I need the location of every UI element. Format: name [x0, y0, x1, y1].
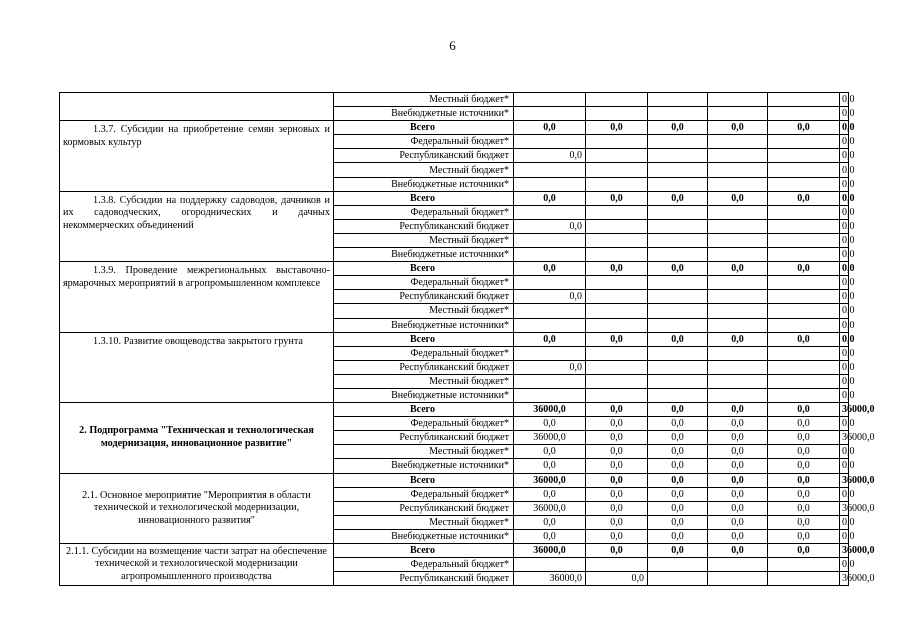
amount-cell — [514, 205, 586, 219]
amount-cell: 0,0 — [840, 374, 849, 388]
activity-name-cell: 2. Подпрограмма "Техническая и технологическая модернизация, инновационное развитие" — [60, 403, 334, 473]
amount-cell: 0,0 — [768, 544, 840, 558]
amount-cell: 0,0 — [586, 121, 648, 135]
amount-cell — [586, 304, 648, 318]
table-row — [60, 544, 849, 558]
budget-table — [59, 92, 875, 586]
amount-cell — [708, 346, 768, 360]
amount-cell — [648, 219, 708, 233]
amount-cell — [768, 388, 840, 402]
amount-cell — [514, 276, 586, 290]
funding-source-cell: Местный бюджет* — [334, 515, 514, 529]
funding-source-cell: Внебюджетные источники* — [334, 177, 514, 191]
amount-cell: 0,0 — [840, 417, 849, 431]
amount-cell — [768, 248, 840, 262]
amount-cell: 0,0 — [586, 487, 648, 501]
amount-cell — [514, 318, 586, 332]
amount-cell — [648, 346, 708, 360]
amount-cell — [514, 374, 586, 388]
table-row — [60, 93, 849, 107]
amount-cell: 0,0 — [514, 515, 586, 529]
amount-cell: 0,0 — [840, 529, 849, 543]
amount-cell — [514, 304, 586, 318]
amount-cell — [648, 177, 708, 191]
amount-cell: 0,0 — [648, 121, 708, 135]
amount-cell — [708, 233, 768, 247]
amount-cell — [514, 233, 586, 247]
amount-cell: 36000,0 — [840, 431, 849, 445]
amount-cell — [708, 558, 768, 572]
amount-cell — [768, 163, 840, 177]
amount-cell — [768, 107, 840, 121]
amount-cell — [708, 290, 768, 304]
amount-cell — [586, 360, 648, 374]
amount-cell: 0,0 — [514, 332, 586, 346]
amount-cell: 0,0 — [840, 219, 849, 233]
amount-cell: 0,0 — [840, 121, 849, 135]
funding-source-cell: Федеральный бюджет* — [334, 417, 514, 431]
amount-cell — [586, 163, 648, 177]
amount-cell — [708, 107, 768, 121]
amount-cell — [648, 205, 708, 219]
amount-cell: 0,0 — [514, 149, 586, 163]
amount-cell — [708, 276, 768, 290]
table-row — [60, 332, 849, 346]
funding-source-cell: Республиканский бюджет — [334, 501, 514, 515]
amount-cell: 0,0 — [586, 403, 648, 417]
amount-cell — [648, 572, 708, 586]
amount-cell — [648, 135, 708, 149]
amount-cell — [586, 107, 648, 121]
amount-cell: 0,0 — [648, 445, 708, 459]
amount-cell: 0,0 — [586, 501, 648, 515]
amount-cell — [648, 163, 708, 177]
amount-cell: 36000,0 — [840, 403, 849, 417]
funding-source-cell: Всего — [334, 121, 514, 135]
funding-source-cell: Внебюджетные источники* — [334, 318, 514, 332]
amount-cell: 0,0 — [708, 487, 768, 501]
amount-cell: 0,0 — [514, 360, 586, 374]
amount-cell: 0,0 — [840, 445, 849, 459]
amount-cell: 0,0 — [648, 473, 708, 487]
amount-cell — [648, 388, 708, 402]
amount-cell: 0,0 — [708, 121, 768, 135]
funding-source-cell: Местный бюджет* — [334, 374, 514, 388]
amount-cell — [708, 149, 768, 163]
amount-cell: 0,0 — [840, 515, 849, 529]
amount-cell: 0,0 — [648, 431, 708, 445]
amount-cell — [768, 219, 840, 233]
amount-cell: 0,0 — [840, 360, 849, 374]
amount-cell — [648, 248, 708, 262]
amount-cell — [648, 374, 708, 388]
amount-cell: 36000,0 — [840, 473, 849, 487]
amount-cell — [648, 233, 708, 247]
amount-cell — [768, 318, 840, 332]
amount-cell — [586, 374, 648, 388]
amount-cell: 0,0 — [708, 529, 768, 543]
amount-cell — [708, 572, 768, 586]
amount-cell: 36000,0 — [514, 544, 586, 558]
amount-cell: 0,0 — [768, 417, 840, 431]
amount-cell: 0,0 — [768, 515, 840, 529]
amount-cell: 0,0 — [586, 332, 648, 346]
amount-cell: 0,0 — [840, 135, 849, 149]
amount-cell: 0,0 — [840, 191, 849, 205]
funding-source-cell: Республиканский бюджет — [334, 219, 514, 233]
amount-cell: 0,0 — [586, 191, 648, 205]
funding-source-cell: Местный бюджет* — [334, 304, 514, 318]
amount-cell — [648, 558, 708, 572]
amount-cell — [586, 318, 648, 332]
funding-source-cell: Внебюджетные источники* — [334, 248, 514, 262]
activity-name-cell: 1.3.9. Проведение межрегиональных выставочно-ярмарочных мероприятий в агропромышленном комплексе — [60, 262, 334, 332]
funding-source-cell: Местный бюджет* — [334, 445, 514, 459]
amount-cell: 0,0 — [648, 501, 708, 515]
amount-cell — [708, 360, 768, 374]
amount-cell: 0,0 — [648, 403, 708, 417]
amount-cell — [514, 177, 586, 191]
amount-cell: 0,0 — [840, 248, 849, 262]
amount-cell: 36000,0 — [840, 572, 849, 586]
amount-cell: 0,0 — [768, 332, 840, 346]
amount-cell: 0,0 — [768, 431, 840, 445]
amount-cell: 0,0 — [708, 262, 768, 276]
amount-cell: 0,0 — [586, 473, 648, 487]
amount-cell — [648, 276, 708, 290]
funding-source-cell: Республиканский бюджет — [334, 149, 514, 163]
amount-cell: 0,0 — [708, 515, 768, 529]
funding-source-cell: Федеральный бюджет* — [334, 205, 514, 219]
funding-source-cell: Всего — [334, 332, 514, 346]
amount-cell — [708, 135, 768, 149]
amount-cell — [586, 346, 648, 360]
funding-source-cell: Республиканский бюджет — [334, 572, 514, 586]
amount-cell: 36000,0 — [840, 544, 849, 558]
amount-cell: 0,0 — [840, 233, 849, 247]
amount-cell: 0,0 — [586, 544, 648, 558]
funding-source-cell: Федеральный бюджет* — [334, 487, 514, 501]
amount-cell: 0,0 — [768, 529, 840, 543]
table-row — [60, 121, 849, 135]
amount-cell — [586, 233, 648, 247]
amount-cell — [768, 205, 840, 219]
amount-cell: 0,0 — [840, 276, 849, 290]
amount-cell: 0,0 — [514, 191, 586, 205]
funding-source-cell: Федеральный бюджет* — [334, 558, 514, 572]
amount-cell: 0,0 — [768, 459, 840, 473]
funding-source-cell: Республиканский бюджет — [334, 431, 514, 445]
amount-cell: 0,0 — [648, 417, 708, 431]
funding-source-cell: Внебюджетные источники* — [334, 529, 514, 543]
activity-name-cell — [60, 93, 334, 121]
amount-cell — [768, 276, 840, 290]
amount-cell: 0,0 — [708, 544, 768, 558]
amount-cell: 0,0 — [514, 529, 586, 543]
funding-source-cell: Федеральный бюджет* — [334, 276, 514, 290]
amount-cell — [768, 374, 840, 388]
amount-cell — [768, 572, 840, 586]
amount-cell: 0,0 — [708, 191, 768, 205]
funding-source-cell: Республиканский бюджет — [334, 360, 514, 374]
amount-cell — [768, 360, 840, 374]
activity-name-cell: 1.3.8. Субсидии на поддержку садоводов, дачников и их садоводческих, огороднических и дачных некоммерческих объединений — [60, 191, 334, 261]
amount-cell — [648, 107, 708, 121]
amount-cell — [768, 290, 840, 304]
amount-cell: 0,0 — [840, 205, 849, 219]
amount-cell: 36000,0 — [514, 572, 586, 586]
amount-cell: 0,0 — [586, 262, 648, 276]
amount-cell — [768, 177, 840, 191]
funding-source-cell: Всего — [334, 544, 514, 558]
amount-cell — [708, 93, 768, 107]
amount-cell: 0,0 — [514, 459, 586, 473]
amount-cell — [768, 149, 840, 163]
amount-cell: 0,0 — [768, 445, 840, 459]
amount-cell: 0,0 — [708, 459, 768, 473]
amount-cell: 0,0 — [768, 403, 840, 417]
funding-source-cell: Внебюджетные источники* — [334, 388, 514, 402]
amount-cell — [586, 248, 648, 262]
funding-source-cell: Внебюджетные источники* — [334, 107, 514, 121]
activity-name-cell: 1.3.10. Развитие овощеводства закрытого грунта — [60, 332, 334, 402]
amount-cell: 0,0 — [840, 318, 849, 332]
table-row — [60, 262, 849, 276]
amount-cell: 0,0 — [514, 417, 586, 431]
funding-source-cell: Всего — [334, 191, 514, 205]
amount-cell — [768, 135, 840, 149]
amount-cell — [648, 360, 708, 374]
amount-cell — [648, 93, 708, 107]
amount-cell: 0,0 — [840, 163, 849, 177]
amount-cell: 0,0 — [840, 177, 849, 191]
amount-cell: 0,0 — [768, 121, 840, 135]
activity-name-cell: 2.1. Основное мероприятие "Мероприятия в области технической и технологической модернизации, инновационного развития" — [60, 473, 334, 543]
amount-cell: 0,0 — [708, 431, 768, 445]
amount-cell: 0,0 — [840, 304, 849, 318]
amount-cell: 36000,0 — [514, 501, 586, 515]
amount-cell: 0,0 — [840, 487, 849, 501]
amount-cell — [648, 304, 708, 318]
amount-cell: 36000,0 — [514, 403, 586, 417]
table-row — [60, 403, 849, 417]
amount-cell — [586, 290, 648, 304]
amount-cell: 0,0 — [840, 558, 849, 572]
budget-table-body — [60, 93, 875, 586]
amount-cell — [586, 93, 648, 107]
amount-cell — [586, 135, 648, 149]
amount-cell — [586, 177, 648, 191]
amount-cell — [708, 304, 768, 318]
amount-cell: 0,0 — [708, 501, 768, 515]
amount-cell — [514, 388, 586, 402]
amount-cell: 0,0 — [648, 262, 708, 276]
amount-cell: 0,0 — [840, 262, 849, 276]
amount-cell — [514, 163, 586, 177]
funding-source-cell: Всего — [334, 262, 514, 276]
amount-cell — [768, 346, 840, 360]
funding-source-cell: Местный бюджет* — [334, 163, 514, 177]
activity-name-cell: 2.1.1. Субсидии на возмещение части затрат на обеспечение технической и технологической модернизации агропромышленного производства — [60, 544, 334, 586]
funding-source-cell: Всего — [334, 473, 514, 487]
funding-source-cell: Федеральный бюджет* — [334, 346, 514, 360]
amount-cell — [648, 318, 708, 332]
amount-cell — [708, 248, 768, 262]
amount-cell — [586, 558, 648, 572]
funding-source-cell: Всего — [334, 403, 514, 417]
amount-cell: 0,0 — [708, 417, 768, 431]
amount-cell — [708, 219, 768, 233]
amount-cell: 0,0 — [840, 93, 849, 107]
amount-cell — [514, 558, 586, 572]
amount-cell: 0,0 — [840, 346, 849, 360]
amount-cell — [586, 219, 648, 233]
amount-cell: 0,0 — [648, 191, 708, 205]
amount-cell — [648, 290, 708, 304]
amount-cell: 0,0 — [514, 445, 586, 459]
amount-cell: 0,0 — [648, 459, 708, 473]
amount-cell: 0,0 — [514, 290, 586, 304]
amount-cell — [708, 374, 768, 388]
amount-cell — [514, 135, 586, 149]
page-number: 6 — [449, 38, 456, 53]
amount-cell: 0,0 — [768, 473, 840, 487]
amount-cell: 0,0 — [514, 219, 586, 233]
amount-cell: 0,0 — [648, 332, 708, 346]
amount-cell: 0,0 — [840, 388, 849, 402]
amount-cell: 0,0 — [514, 121, 586, 135]
amount-cell — [768, 304, 840, 318]
amount-cell: 0,0 — [840, 459, 849, 473]
amount-cell — [708, 205, 768, 219]
amount-cell — [708, 318, 768, 332]
amount-cell — [708, 177, 768, 191]
amount-cell: 36000,0 — [840, 501, 849, 515]
amount-cell — [586, 276, 648, 290]
amount-cell: 0,0 — [514, 487, 586, 501]
table-row — [60, 191, 849, 205]
amount-cell: 0,0 — [708, 445, 768, 459]
amount-cell: 0,0 — [768, 501, 840, 515]
amount-cell — [768, 233, 840, 247]
amount-cell: 0,0 — [840, 107, 849, 121]
amount-cell — [768, 93, 840, 107]
amount-cell — [708, 163, 768, 177]
amount-cell — [514, 346, 586, 360]
amount-cell: 0,0 — [586, 417, 648, 431]
funding-source-cell: Федеральный бюджет* — [334, 135, 514, 149]
amount-cell: 36000,0 — [514, 431, 586, 445]
amount-cell: 0,0 — [840, 149, 849, 163]
amount-cell: 0,0 — [768, 487, 840, 501]
amount-cell: 0,0 — [708, 473, 768, 487]
activity-name-cell: 1.3.7. Субсидии на приобретение семян зерновых и кормовых культур — [60, 121, 334, 191]
amount-cell — [708, 388, 768, 402]
amount-cell: 0,0 — [586, 515, 648, 529]
amount-cell: 0,0 — [768, 191, 840, 205]
funding-source-cell: Местный бюджет* — [334, 233, 514, 247]
amount-cell: 0,0 — [840, 290, 849, 304]
amount-cell — [514, 107, 586, 121]
amount-cell: 0,0 — [648, 515, 708, 529]
amount-cell — [514, 93, 586, 107]
funding-source-cell: Республиканский бюджет — [334, 290, 514, 304]
amount-cell: 0,0 — [708, 403, 768, 417]
amount-cell — [586, 149, 648, 163]
amount-cell: 0,0 — [648, 487, 708, 501]
amount-cell: 0,0 — [648, 544, 708, 558]
amount-cell: 0,0 — [586, 529, 648, 543]
amount-cell: 0,0 — [768, 262, 840, 276]
table-row — [60, 473, 849, 487]
amount-cell: 36000,0 — [514, 473, 586, 487]
amount-cell: 0,0 — [586, 572, 648, 586]
amount-cell — [768, 558, 840, 572]
funding-source-cell: Внебюджетные источники* — [334, 459, 514, 473]
amount-cell — [586, 388, 648, 402]
amount-cell: 0,0 — [586, 459, 648, 473]
amount-cell — [514, 248, 586, 262]
amount-cell: 0,0 — [586, 445, 648, 459]
amount-cell — [586, 205, 648, 219]
amount-cell — [648, 149, 708, 163]
amount-cell: 0,0 — [648, 529, 708, 543]
funding-source-cell: Местный бюджет* — [334, 93, 514, 107]
amount-cell: 0,0 — [708, 332, 768, 346]
amount-cell: 0,0 — [840, 332, 849, 346]
amount-cell: 0,0 — [586, 431, 648, 445]
amount-cell: 0,0 — [514, 262, 586, 276]
